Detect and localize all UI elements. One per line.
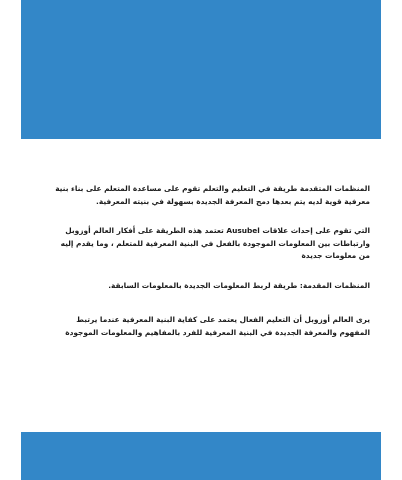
document-body <box>30 183 370 356</box>
bottom-banner <box>21 432 381 480</box>
paragraph-line: المنظمات المقدمة: طريقة لربط المعلومات الجديدة بالمعلومات السابقة. <box>108 280 370 290</box>
paragraph-line: المفهوم والمعرفة الجديدة في البنية المعرفية للفرد بالمفاهيم والمعلومات الموجودة <box>65 327 370 337</box>
paragraph-line: من معلومات جديدة <box>301 251 370 260</box>
paragraph-2 <box>30 225 370 263</box>
paragraph-4 <box>30 314 370 339</box>
paragraph-3 <box>30 280 370 293</box>
paragraph-line: معرفية قوية لديه يتم بعدها دمج المعرفة الجديدة بسهولة في بنيته المعرفية. <box>96 196 370 206</box>
paragraph-line: المنظمات المتقدمة طريقة في التعليم والتعلم تقوم على مساعدة المتعلم على بناء بنية <box>55 184 370 193</box>
top-banner <box>21 0 381 139</box>
paragraph-line: التي تقوم على إحداث علاقات Ausubel تعتمد هذه الطريقة على أفكار العالم أوزوبل <box>65 226 370 235</box>
paragraph-1 <box>30 183 370 208</box>
paragraph-line: وارتباطات بين المعلومات الموجودة بالفعل في البنية المعرفية للمتعلم ، وما يقدم إليه <box>60 238 370 248</box>
paragraph-line: يرى العالم أوزوبل أن التعليم الفعال يعتمد على كفاية البنية المعرفية عندما يرتبط <box>76 315 370 324</box>
